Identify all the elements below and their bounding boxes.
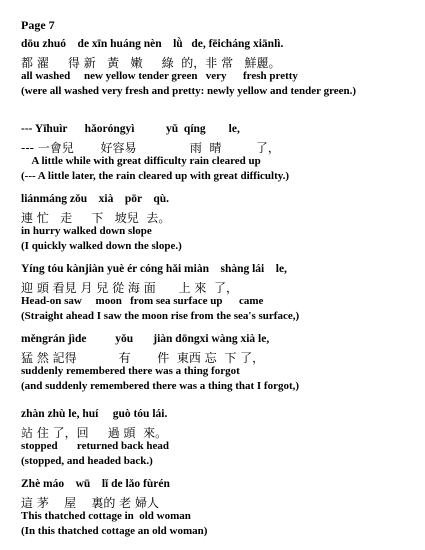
translation-line: (stopped, and headed back.) bbox=[21, 455, 153, 467]
hanzi-line: --- 一會兒 好容易 雨 晴 了， bbox=[21, 141, 280, 155]
translation-line: (Straight ahead I saw the moon rise from the sea's surface,) bbox=[21, 310, 300, 322]
translation-line: (and suddenly remembered there was a thing that I forgot,) bbox=[21, 380, 300, 392]
pinyin-line: liánmáng zǒu xià pōr qù. bbox=[21, 193, 170, 205]
hanzi-line: 這 茅 屋 裏的 老 婦人 bbox=[21, 496, 159, 510]
pinyin-line: měngrán jìde yǒu jiàn dōngxi wàng xià le, bbox=[21, 333, 270, 345]
gloss-line: in hurry walked down slope bbox=[21, 225, 152, 237]
pinyin-line: Zhè máo wū lǐ de lǎo fùrén bbox=[21, 478, 170, 490]
hanzi-line: 猛 然 記得 有 件 東西 忘 下 了， bbox=[21, 351, 265, 365]
pinyin-line: --- Yīhuìr hǎoróngyì yǔ qíng le, bbox=[21, 123, 240, 135]
hanzi-line: 迎 頭 看見 月 兒 從 海 面 上 來 了， bbox=[21, 281, 239, 295]
pinyin-line: zhàn zhù le, huí guò tóu lái. bbox=[21, 408, 168, 420]
page-number: Page 7 bbox=[21, 18, 55, 32]
gloss-line: This thatched cottage in old woman bbox=[21, 510, 191, 522]
gloss-line: A little while with great difficulty rain cleared up bbox=[21, 155, 261, 167]
hanzi-line: 都 濯 得 新 黃 嫩 綠 的，非 常 鮮麗。 bbox=[21, 56, 281, 70]
hanzi-line: 站 住 了，回 過 頭 來。 bbox=[21, 426, 168, 440]
translation-line: (were all washed very fresh and pretty: newly yellow and tender green.) bbox=[21, 85, 357, 97]
gloss-line: all washed new yellow tender green very fresh pretty bbox=[21, 70, 298, 82]
gloss-line: Head-on saw moon from sea surface up came bbox=[21, 295, 264, 307]
gloss-line: stopped returned back head bbox=[21, 440, 170, 452]
pinyin-line: Yíng tóu kànjiàn yuè ér cóng hǎi miàn shàng lái le, bbox=[21, 263, 287, 275]
hanzi-line: 連 忙 走 下 坡兒 去。 bbox=[21, 211, 171, 225]
pinyin-line: dōu zhuó de xīn huáng nèn lǜ de, fēicháng xiānlì. bbox=[21, 38, 284, 50]
translation-line: (In this thatched cottage an old woman) bbox=[21, 525, 208, 537]
gloss-line: suddenly remembered there was a thing forgot bbox=[21, 365, 240, 377]
translation-line: (I quickly walked down the slope.) bbox=[21, 240, 182, 252]
translation-line: (--- A little later, the rain cleared up with great difficulty.) bbox=[21, 170, 290, 182]
